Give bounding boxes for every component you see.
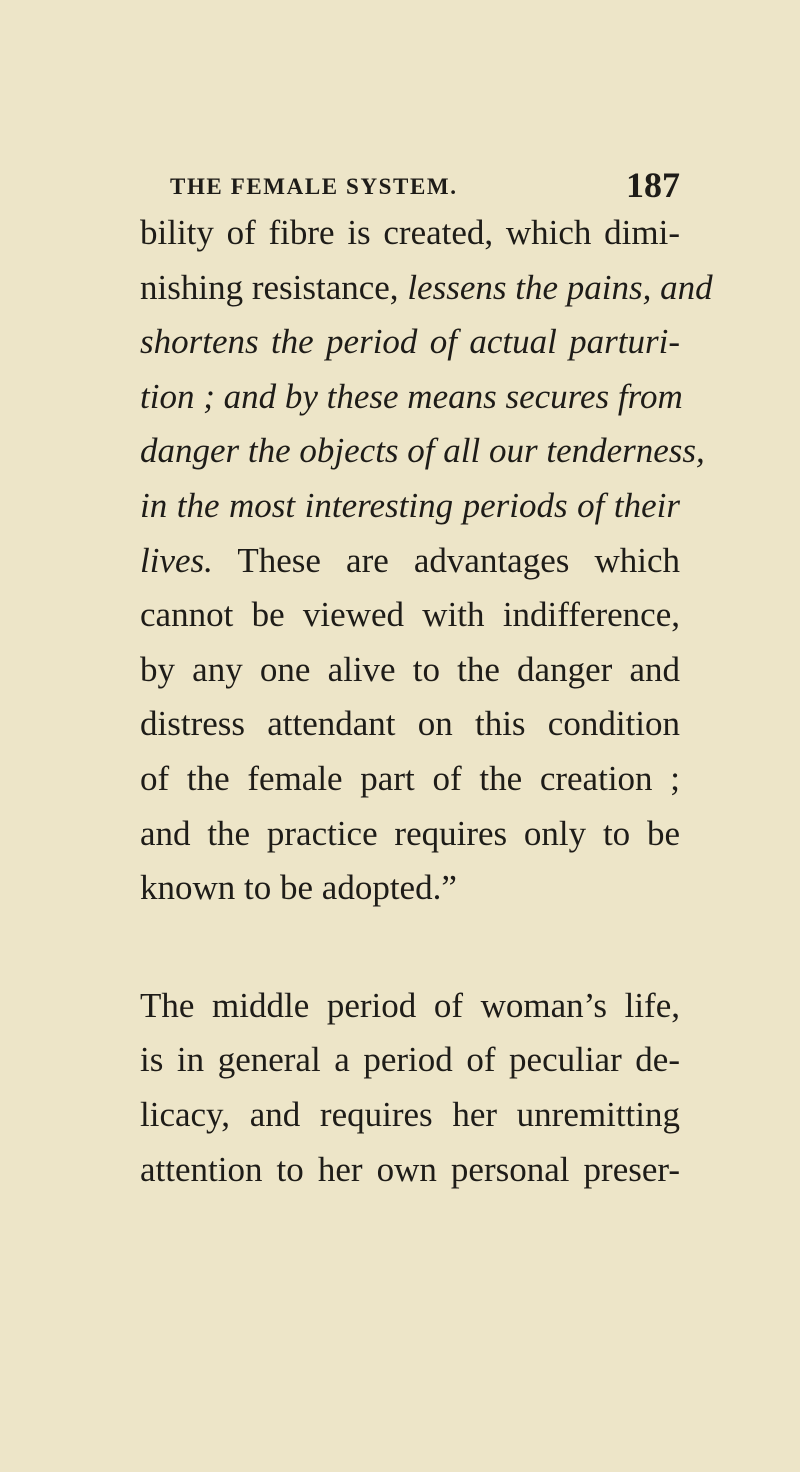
italic-run: lessens the pains, and (407, 267, 713, 307)
paragraph-1 (140, 206, 713, 916)
text-line: bility of fibre is created, which dimi- (140, 213, 680, 252)
italic-run: tion ; and by these means secures from (140, 376, 683, 416)
text-line: known to be adopted.” (140, 868, 457, 908)
text-line: attention to her own personal preser- (140, 1149, 680, 1189)
text-line (140, 534, 680, 589)
page-header (170, 160, 680, 210)
text-line (140, 315, 680, 370)
text-line (140, 370, 683, 425)
text-line (140, 479, 680, 534)
text-line (140, 261, 713, 316)
text-line (140, 424, 705, 479)
text-line: of the female part of the creation ; (140, 758, 680, 798)
text-run: nishing resistance, (140, 267, 408, 307)
running-head: THE FEMALE SYSTEM. (170, 174, 458, 199)
page-number: 187 (626, 165, 680, 205)
italic-run: shortens the period of actual parturi- (140, 322, 680, 362)
italic-run: in the most interesting periods of their (140, 485, 680, 525)
paragraph-2 (140, 979, 680, 1197)
text-line: distress attendant on this condition (140, 704, 680, 744)
text-line: licacy, and requires her unremitting (140, 1094, 680, 1134)
text-line: cannot be viewed with indifference, (140, 595, 680, 635)
text-line: is in general a period of peculiar de- (140, 1040, 680, 1080)
paragraph-gap (140, 916, 680, 979)
text-line: and the practice requires only to be (140, 813, 680, 853)
italic-run: lives. (140, 540, 213, 580)
text-line: by any one alive to the danger and (140, 649, 680, 689)
text-line: The middle period of woman’s life, (140, 985, 680, 1025)
text-run: These are advantages which (212, 540, 680, 580)
italic-run: danger the objects of all our tenderness, (140, 431, 705, 471)
body-text (140, 206, 713, 1197)
